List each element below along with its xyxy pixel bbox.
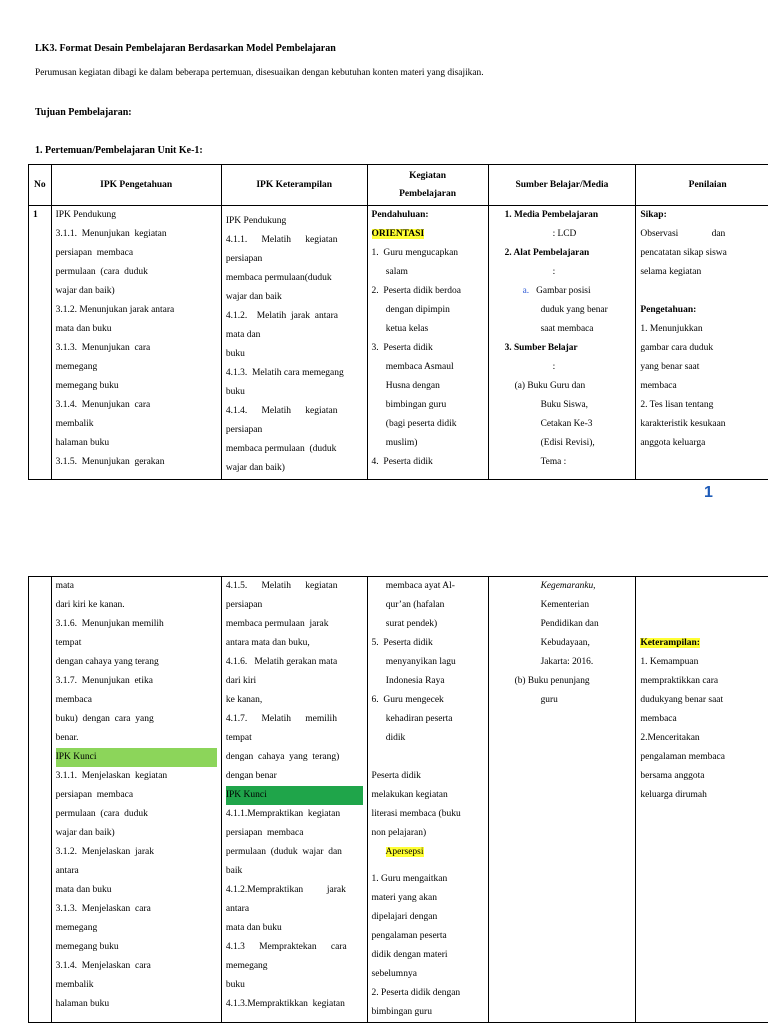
kegiatan-apersepsi-line: didik dengan materi — [371, 950, 448, 960]
sumber-line: saat membaca — [540, 324, 594, 334]
kegiatan-line: 2. Peserta didik berdoa — [371, 286, 461, 296]
header-no: No — [29, 165, 52, 206]
kegiatan-line: menyanyikan lagu — [371, 657, 456, 667]
penilaian-line: bersama anggota — [640, 771, 705, 781]
ipk-keterampilan-kunci-line: 4.1.3.Mempraktikkan kegiatan — [225, 999, 345, 1009]
ipk-keterampilan-line: mata dan — [225, 330, 261, 340]
kegiatan-line: Indonesia Raya — [371, 676, 445, 686]
ipk-keterampilan-kunci-line: memegang — [225, 961, 268, 971]
kegiatan-apersepsi-line: bimbingan guru — [371, 1007, 432, 1017]
sumber-line: Buku Siswa, — [540, 400, 588, 410]
kegiatan-apersepsi-line: dipelajari dengan — [371, 912, 438, 922]
ipk-pengetahuan-kunci-line: 3.1.2. Menjelaskan jarak — [55, 847, 154, 857]
ipk-pengetahuan-line: memegang buku — [55, 381, 119, 391]
sumber-line: (a) Buku Guru dan — [514, 381, 586, 391]
ipk-pengetahuan-kunci-line: wajar dan baik) — [55, 828, 115, 838]
ipk-pengetahuan-kunci-line: 3.1.3. Menjelaskan cara — [55, 904, 151, 914]
sumber-letter-a: a. — [522, 286, 530, 296]
kegiatan-line: membaca Asmaul — [371, 362, 454, 372]
ipk-keterampilan-line: 4.1.7. Melatih memilih — [225, 714, 337, 724]
kegiatan-line: bimbingan guru — [371, 400, 447, 410]
penilaian-line: karakteristik kesukaan — [640, 419, 726, 429]
ipk-keterampilan-line: 4.1.2. Melatih jarak antara — [225, 311, 338, 321]
ipk-pengetahuan-line: wajar dan baik) — [55, 286, 115, 296]
penilaian-line: keluarga dirumah — [640, 790, 707, 800]
kegiatan-line: didik — [371, 733, 406, 743]
sumber-line: : LCD — [552, 229, 577, 239]
intro-paragraph: Perumusan kegiatan dibagi ke dalam beberapa pertemuan, disesuaikan dengan kebutuhan konten materi yang disajikan. — [35, 68, 484, 78]
kegiatan-pendahuluan-label: Pendahuluan: — [371, 210, 429, 220]
cell-kegiatan — [367, 577, 488, 1023]
orientasi-highlight: ORIENTASI — [371, 229, 425, 239]
penilaian-line: 2.Menceritakan — [640, 733, 700, 743]
objectives-heading: Tujuan Pembelajaran: — [35, 107, 132, 118]
ipk-keterampilan-line: 4.1.5. Melatih kegiatan — [225, 581, 338, 591]
header-sumber: Sumber Belajar/Media — [488, 165, 636, 206]
cell-ipk-pengetahuan — [51, 206, 221, 480]
ipk-pengetahuan-line: 3.1.2. Menunjukan jarak antara — [55, 305, 175, 315]
ipk-pengetahuan-line: 3.1.7. Menunjukan etika — [55, 676, 153, 686]
ipk-pengetahuan-kunci-line: memegang — [55, 923, 98, 933]
ipk-keterampilan-line: wajar dan baik — [225, 292, 282, 302]
ipk-pengetahuan-line: benar. — [55, 733, 79, 743]
sumber-line: : — [552, 267, 556, 277]
kegiatan-line: Husna dengan — [371, 381, 440, 391]
kegiatan-line: salam — [371, 267, 408, 277]
sumber-line — [493, 282, 632, 301]
ipk-keterampilan-line: membaca permulaan jarak — [225, 619, 329, 629]
ipk-keterampilan-line: 4.1.1. Melatih kegiatan — [225, 235, 338, 245]
sumber-line: : — [552, 362, 556, 372]
penilaian-line: 1. Kemampuan — [640, 657, 699, 667]
ipk-pengetahuan-line: membaca — [55, 695, 92, 705]
ipk-keterampilan-line: membaca permulaan(duduk — [225, 273, 332, 283]
header-kegiatan — [367, 165, 488, 206]
penilaian-line: gambar cara duduk — [640, 343, 714, 353]
cell-penilaian — [636, 206, 768, 480]
ipk-pengetahuan-kunci-line: antara — [55, 866, 79, 876]
ipk-pengetahuan-kunci-line: memegang buku — [55, 942, 119, 952]
ipk-keterampilan-line: antara mata dan buku, — [225, 638, 310, 648]
ipk-keterampilan-kunci-line: 4.1.1.Mempraktikan kegiatan — [225, 809, 341, 819]
kegiatan-line: 5. Peserta didik — [371, 638, 433, 648]
kegiatan-apersepsi-line: 2. Peserta didik dengan — [371, 988, 461, 998]
ipk-pengetahuan-line: buku) dengan cara yang — [55, 714, 154, 724]
kegiatan-line: 1. Guru mengucapkan — [371, 248, 459, 258]
penilaian-line: yang benar saat — [640, 362, 700, 372]
keterampilan-highlight: Keterampilan: — [640, 638, 700, 648]
cell-ipk-keterampilan — [221, 206, 367, 480]
kegiatan-line: 6. Guru mengecek — [371, 695, 444, 705]
header-penilaian: Penilaian — [636, 165, 768, 206]
kegiatan-apersepsi-line: pengalaman peserta — [371, 931, 447, 941]
kegiatan-literasi-line: literasi membaca (buku — [371, 809, 461, 819]
kegiatan-line: membaca ayat Al- — [371, 581, 455, 591]
ipk-kunci-keterampilan-highlight: IPK Kunci — [226, 786, 363, 805]
ipk-pengetahuan-line: memegang — [55, 362, 98, 372]
ipk-keterampilan-kunci-line: baik — [225, 866, 243, 876]
sumber-line: duduk yang benar — [540, 305, 608, 315]
sumber-text: Gambar posisi — [536, 286, 591, 296]
ipk-keterampilan-kunci-line: permulaan (duduk wajar dan — [225, 847, 342, 857]
apersepsi-highlight: Apersepsi — [385, 847, 424, 857]
ipk-keterampilan-line: 4.1.4. Melatih kegiatan — [225, 406, 338, 416]
ipk-pengetahuan-kunci-line: permulaan (cara duduk — [55, 809, 148, 819]
kegiatan-line: 3. Peserta didik — [371, 343, 433, 353]
ipk-keterampilan-line: membaca permulaan (duduk — [225, 444, 337, 454]
table-header-row — [29, 165, 768, 206]
kegiatan-line: qur’an (hafalan — [371, 600, 445, 610]
ipk-pengetahuan-line: dari kiri ke kanan. — [55, 600, 125, 610]
penilaian-line: pengalaman membaca — [640, 752, 725, 762]
row-number-continued — [29, 577, 52, 1023]
ipk-pengetahuan-kunci-line: membalik — [55, 980, 94, 990]
penilaian-line: 2. Tes lisan tentang — [640, 400, 714, 410]
kegiatan-line: (bagi peserta didik — [371, 419, 457, 429]
ipk-keterampilan-line: ke kanan, — [225, 695, 263, 705]
header-ipk-pengetahuan: IPK Pengetahuan — [51, 165, 221, 206]
kegiatan-line: 4. Peserta didik — [371, 457, 433, 467]
document-title: LK3. Format Desain Pembelajaran Berdasarkan Model Pembelajaran — [35, 43, 336, 54]
kegiatan-line: kehadiran peserta — [371, 714, 453, 724]
penilaian-line: anggota keluarga — [640, 438, 706, 448]
penilaian-sikap-text: Observasi dan — [640, 229, 726, 239]
sumber-line: Cetakan Ke-3 — [540, 419, 593, 429]
penilaian-line: 1. Menunjukkan — [640, 324, 703, 334]
ipk-pengetahuan-line: tempat — [55, 638, 82, 648]
ipk-keterampilan-line: buku — [225, 349, 245, 359]
ipk-keterampilan-line: 4.1.3. Melatih cara memegang — [225, 368, 344, 378]
cell-ipk-keterampilan — [221, 577, 367, 1023]
ipk-pengetahuan-line: 3.1.5. Menunjukan gerakan — [55, 457, 165, 467]
design-table-page-1 — [28, 164, 768, 480]
cell-penilaian — [636, 577, 768, 1023]
ipk-keterampilan-line: persiapan — [225, 425, 263, 435]
ipk-pengetahuan-line: mata dan buku — [55, 324, 112, 334]
ipk-keterampilan-kunci-line: buku — [225, 980, 245, 990]
table-row — [29, 206, 768, 480]
table-row — [29, 577, 768, 1023]
penilaian-line: membaca — [640, 381, 677, 391]
penilaian-line: membaca — [640, 714, 677, 724]
sumber-line: Kementerian — [540, 600, 590, 610]
header-kegiatan-line-2: Pembelajaran — [399, 189, 457, 199]
sumber-line: guru — [540, 695, 558, 705]
ipk-pengetahuan-line: IPK Pendukung — [55, 210, 116, 220]
kegiatan-apersepsi-line: 1. Guru mengaitkan — [371, 874, 448, 884]
penilaian-line: mempraktikkan cara — [640, 676, 719, 686]
sumber-line: (Edisi Revisi), — [540, 438, 595, 448]
design-table-page-2 — [28, 576, 768, 1023]
ipk-pengetahuan-line: dengan cahaya yang terang — [55, 657, 159, 667]
cell-ipk-pengetahuan — [51, 577, 221, 1023]
kegiatan-literasi-line: Peserta didik — [371, 771, 421, 781]
ipk-keterampilan-kunci-line: 4.1.3 Mempraktekan cara — [225, 942, 347, 952]
meeting-heading: 1. Pertemuan/Pembelajaran Unit Ke-1: — [35, 145, 203, 156]
ipk-pengetahuan-line: 3.1.3. Menunjukan cara — [55, 343, 151, 353]
row-number: 1 — [29, 206, 52, 480]
ipk-pengetahuan-line: halaman buku — [55, 438, 110, 448]
sumber-line: 1. Media Pembelajaran — [504, 210, 599, 220]
ipk-keterampilan-line: persiapan — [225, 254, 263, 264]
ipk-keterampilan-line: IPK Pendukung — [225, 216, 287, 226]
penilaian-sikap-text: selama kegiatan — [640, 267, 702, 277]
sumber-line: Tema : — [540, 457, 567, 467]
penilaian-sikap-text: pencatatan sikap siswa — [640, 248, 727, 258]
ipk-keterampilan-line: 4.1.6. Melatih gerakan mata — [225, 657, 338, 667]
kegiatan-apersepsi-line: materi yang akan — [371, 893, 437, 903]
ipk-pengetahuan-line: mata — [55, 581, 75, 591]
ipk-keterampilan-kunci-line: persiapan membaca — [225, 828, 304, 838]
sumber-line: Pendidikan dan — [540, 619, 599, 629]
ipk-pengetahuan-line: 3.1.4. Menunjukan cara — [55, 400, 151, 410]
penilaian-line: dudukyang benar saat — [640, 695, 724, 705]
kegiatan-line: muslim) — [371, 438, 418, 448]
kegiatan-line: ketua kelas — [371, 324, 429, 334]
ipk-pengetahuan-kunci-line: 3.1.1. Menjelaskan kegiatan — [55, 771, 168, 781]
sumber-line: Kegemaranku, — [540, 581, 596, 591]
penilaian-pengetahuan-label: Pengetahuan: — [640, 305, 697, 315]
ipk-pengetahuan-kunci-line: halaman buku — [55, 999, 110, 1009]
kegiatan-literasi-line: non pelajaran) — [371, 828, 427, 838]
ipk-keterampilan-line: tempat — [225, 733, 252, 743]
page-number: 1 — [704, 484, 713, 501]
cell-sumber — [488, 206, 636, 480]
ipk-kunci-highlight: IPK Kunci — [56, 748, 217, 767]
kegiatan-literasi-line: melakukan kegiatan — [371, 790, 448, 800]
ipk-keterampilan-line: dari kiri — [225, 676, 257, 686]
kegiatan-apersepsi-line: sebelumnya — [371, 969, 417, 979]
ipk-pengetahuan-kunci-line: mata dan buku — [55, 885, 112, 895]
ipk-pengetahuan-kunci-line: 3.1.4. Menjelaskan cara — [55, 961, 151, 971]
cell-sumber — [488, 577, 636, 1023]
ipk-pengetahuan-kunci-line: persiapan membaca — [55, 790, 134, 800]
ipk-keterampilan-line: dengan benar — [225, 771, 277, 781]
sumber-line: 3. Sumber Belajar — [504, 343, 578, 353]
ipk-keterampilan-line: buku — [225, 387, 245, 397]
ipk-keterampilan-line: dengan cahaya yang terang) — [225, 752, 340, 762]
penilaian-sikap-label: Sikap: — [640, 210, 667, 220]
sumber-line: Jakarta: 2016. — [540, 657, 594, 667]
cell-kegiatan — [367, 206, 488, 480]
kegiatan-line: dengan dipimpin — [371, 305, 450, 315]
ipk-keterampilan-line: wajar dan baik) — [225, 463, 285, 473]
ipk-keterampilan-kunci-line: mata dan buku — [225, 923, 282, 933]
kegiatan-line: surat pendek) — [371, 619, 438, 629]
ipk-pengetahuan-line: persiapan membaca — [55, 248, 134, 258]
ipk-pengetahuan-line: 3.1.1. Menunjukan kegiatan — [55, 229, 167, 239]
ipk-keterampilan-kunci-line: 4.1.2.Mempraktikan jarak — [225, 885, 346, 895]
ipk-pengetahuan-line: 3.1.6. Menunjukan memilih — [55, 619, 164, 629]
ipk-keterampilan-kunci-line: antara — [225, 904, 250, 914]
ipk-pengetahuan-line: membalik — [55, 419, 94, 429]
header-ipk-keterampilan: IPK Keterampilan — [221, 165, 367, 206]
ipk-keterampilan-line: persiapan — [225, 600, 263, 610]
sumber-line: 2. Alat Pembelajaran — [504, 248, 590, 258]
sumber-line: Kebudayaan, — [540, 638, 590, 648]
sumber-line: (b) Buku penunjang — [514, 676, 590, 686]
ipk-pengetahuan-line: permulaan (cara duduk — [55, 267, 148, 277]
header-kegiatan-line-1: Kegiatan — [409, 171, 447, 181]
